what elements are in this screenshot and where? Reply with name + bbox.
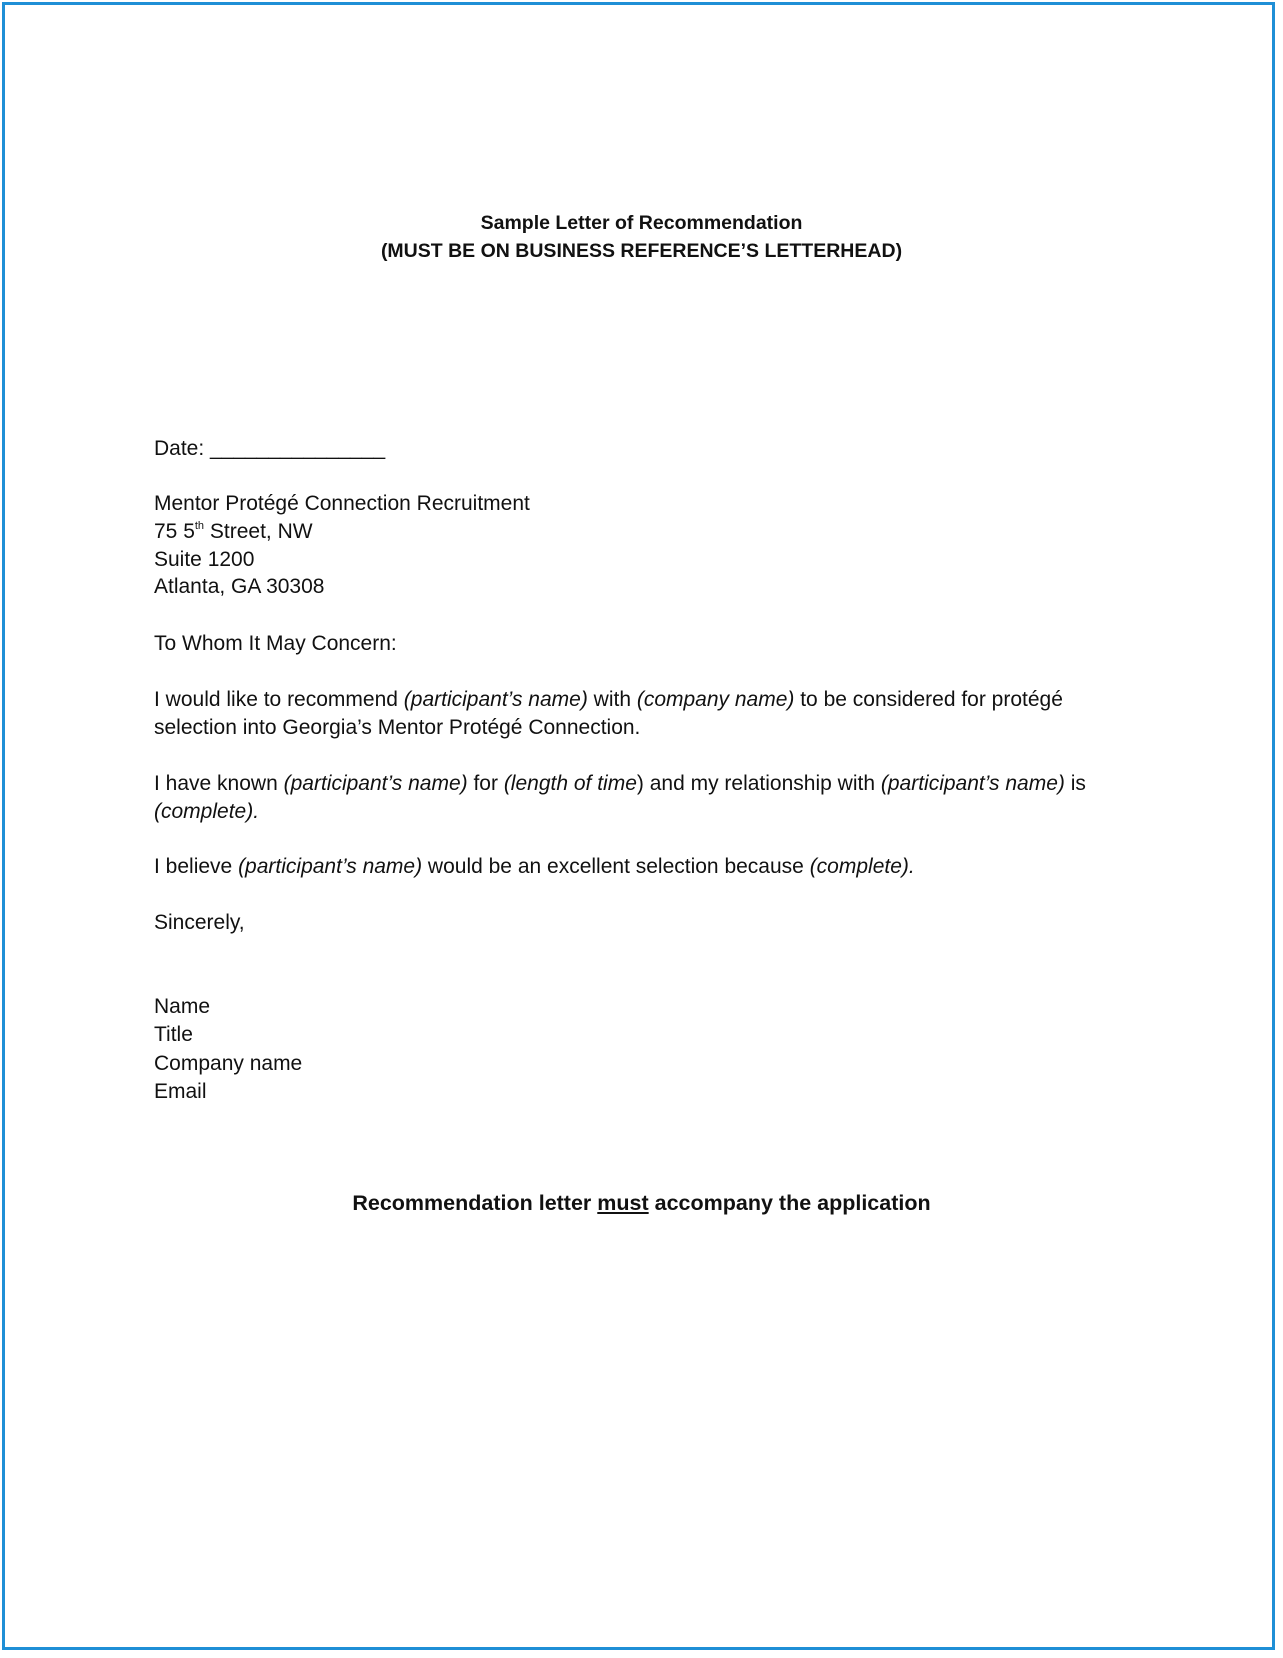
p1-placeholder-company: (company name) (636, 688, 795, 711)
paragraph-1-line-2: selection into Georgia’s Mentor Protégé Connection. (154, 716, 641, 739)
p2-text-3: ) and my relationship with (636, 772, 881, 795)
footer-notice (0, 1191, 1283, 1216)
p3-placeholder-complete: (complete). (809, 855, 915, 878)
p3-text-1: I believe (154, 855, 239, 878)
street-rest: Street, NW (204, 520, 313, 543)
p3-text-2: would be an excellent selection because (422, 855, 810, 878)
paragraph-1-line-1 (154, 688, 1063, 712)
letter-title: Sample Letter of Recommendation (480, 212, 803, 234)
p2-text-2: for (467, 772, 504, 795)
letter-subtitle: (MUST BE ON BUSINESS REFERENCE’S LETTERHEAD) (380, 240, 903, 262)
street-number: 75 5 (154, 520, 195, 543)
date-line: Date: _______________ (154, 437, 386, 460)
p2-placeholder-participant-2: (participant’s name) (880, 772, 1065, 795)
p1-text-2: with (587, 688, 637, 711)
signature-name: Name (154, 995, 211, 1018)
p2-placeholder-length: (length of time (503, 772, 637, 795)
footer-text-2: accompany the application (648, 1191, 931, 1215)
p2-text-1: I have known (154, 772, 284, 795)
address-city: Atlanta, GA 30308 (154, 575, 325, 598)
salutation: To Whom It May Concern: (154, 632, 397, 655)
p1-text-3: to be considered for protégé (794, 688, 1063, 711)
p3-placeholder-participant: (participant’s name) (238, 855, 423, 878)
p2-text-4: is (1064, 772, 1086, 795)
signature-title: Title (154, 1023, 193, 1046)
address-street (154, 520, 313, 544)
closing: Sincerely, (154, 911, 245, 934)
address-suite: Suite 1200 (154, 548, 255, 571)
footer-text-1: Recommendation letter (352, 1191, 598, 1215)
signature-company: Company name (154, 1052, 303, 1075)
address-recipient: Mentor Protégé Connection Recruitment (154, 492, 530, 515)
paragraph-2-line-2: (complete). (154, 800, 260, 823)
p1-placeholder-participant: (participant’s name) (403, 688, 588, 711)
street-suffix: th (194, 520, 205, 532)
p1-text-1: I would like to recommend (154, 688, 404, 711)
signature-email: Email (154, 1080, 207, 1103)
p2-placeholder-participant: (participant’s name) (283, 772, 468, 795)
footer-emphasis: must (597, 1191, 649, 1215)
paragraph-2-line-1 (154, 772, 1086, 796)
paragraph-3 (154, 855, 915, 879)
